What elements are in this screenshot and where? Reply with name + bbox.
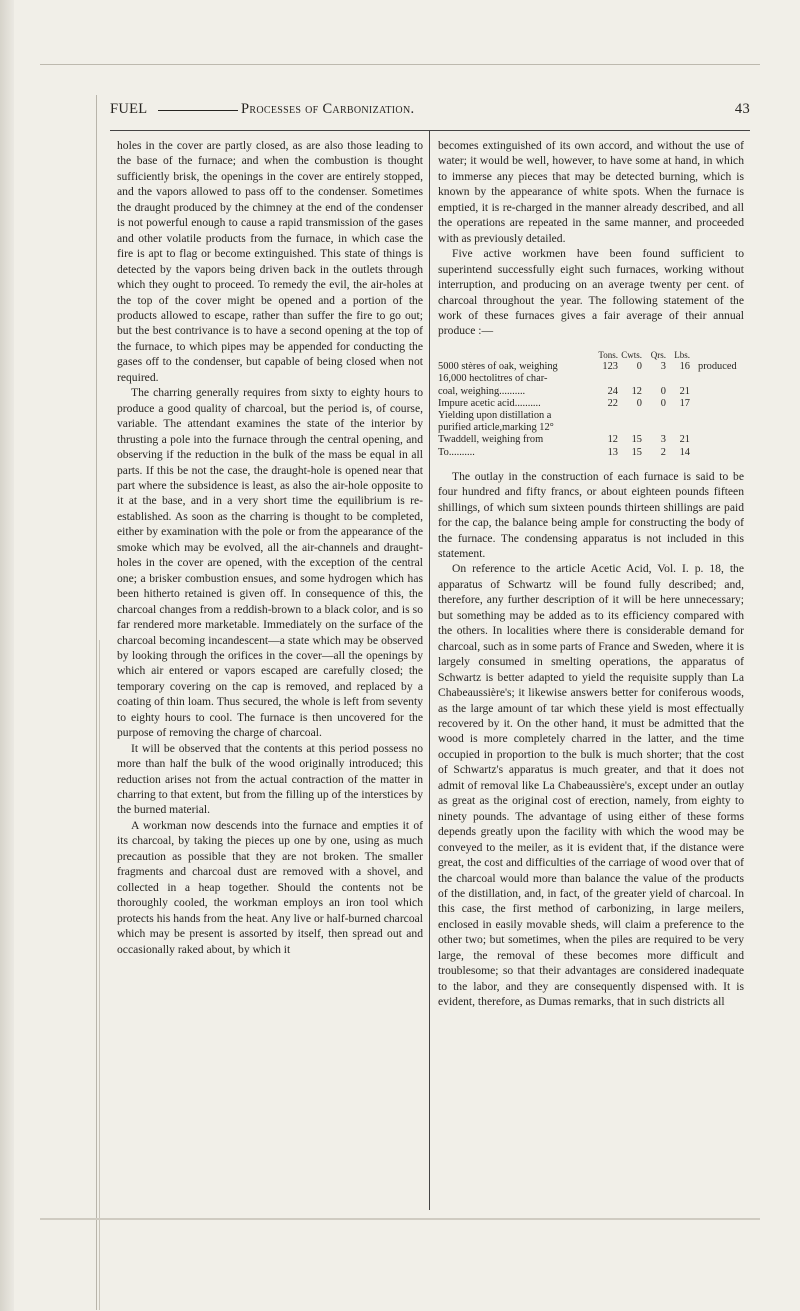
table-row — [438, 410, 744, 422]
paragraph: holes in the cover are partly closed, as are also those leading to the base of the furnace; and when the combustion is thought sufficiently brisk, the openings in the cover are entirely stopped, and the vapors allowed to pass off to the condenser. Sometimes the draught produced by the chimney at the end of the condenser is not powerful enough to cause a rapid transmission of the gases and other volatile products from the furnace, in which case the fire is apt to flag or become extinguished. This state of things is detected by the vapors being driven back in the outlets through which they ought to proceed. To remedy the evil, the air-holes at the top of the cover might be opened and a portion of the products allowed to escape, rather than suffer the fire to go out; but the best contrivance is to have a second opening at the top of the furnace, to which pipes may be appended for conducting the gases off to the condenser, but capable of being closed when not required. — [117, 139, 423, 384]
table-cell: 17 — [679, 397, 690, 409]
table-cell: 14 — [679, 446, 690, 458]
table-column-header: Cwts. — [621, 349, 642, 360]
table-row — [438, 434, 744, 446]
table-cell: 24 — [607, 385, 618, 397]
table-cell: 3 — [660, 361, 666, 373]
table-cell: 123 — [602, 361, 618, 373]
paragraph: becomes extinguished of its own accord, and without the use of water; it would be well, however, to have some at hand, in which to immerse any pieces that may be detected burning, which is known by the appearance of white spots. When the furnace is emptied, it is re-charged in the manner already described, and all the operations are repeated in the same manner, and proceeded with as previously detailed. — [438, 139, 744, 245]
table-row — [438, 373, 744, 385]
table-cell — [618, 410, 642, 422]
scan-top-rule — [40, 64, 760, 65]
table-cell — [642, 410, 666, 422]
right-column — [438, 138, 744, 1010]
header-dash — [158, 110, 238, 111]
scan-bottom-rule — [40, 1218, 760, 1220]
table-cell: 15 — [631, 434, 642, 446]
header-rule — [110, 130, 750, 131]
table-cell — [666, 373, 690, 385]
table-cell: 0 — [660, 385, 666, 397]
paragraph: The outlay in the construction of each furnace is said to be four hundred and fifty francs, or about eighteen pounds fifteen shillings, of which sum sixteen pounds thirteen shillings are paid for the cap, the balance being ample for constructing the body of the furnace. The condensing apparatus is not included in this statement. — [438, 469, 744, 560]
table-column-header: Qrs. — [650, 349, 666, 360]
table-cell: 0 — [636, 361, 642, 373]
page-edge-shadow — [0, 0, 14, 1311]
table-cell: 12 — [607, 434, 618, 446]
table-row-label: Twaddell, weighing from — [438, 434, 544, 446]
running-header — [110, 101, 750, 123]
paragraph: It will be observed that the contents at this period possess no more than half the bulk of the wood originally introduced; this reduction arises not from the actual contraction of the matter in charring to that extent, but from the filling up of the interstices by the burned material. — [117, 741, 423, 817]
table-cell — [594, 422, 618, 434]
header-section-label: FUEL — [110, 101, 148, 117]
table-cell: 0 — [660, 397, 666, 409]
table-cell — [642, 422, 666, 434]
table-row — [438, 447, 744, 459]
produce-table — [438, 349, 744, 459]
table-cell: 21 — [679, 434, 690, 446]
table-cell — [618, 373, 642, 385]
table-cell — [594, 373, 618, 385]
paragraph: Five active workmen have been found sufficient to superintend successfully eight such furnaces, working without interruption, and producing on an average twenty per cent. of charcoal throughout the year. The following statement of the work of these furnaces gives a fair average of their annual produce :— — [438, 247, 744, 338]
table-row-label: Impure acetic acid.......... — [438, 397, 541, 409]
paragraph: A workman now descends into the furnace and empties it of its charcoal, by taking the pieces up one by one, using as much precaution as possible that they are not broken. The smaller fragments and charcoal dust are removed with a shovel, and collected in a heap together. Should the contents not be thoroughly cooled, the workman employs an iron tool which protects his hands from the heat. Any live or half-burned charcoal which may be present is assorted by itself, then spread out and occasionally raked about, by which it — [117, 818, 423, 956]
page-edge-line — [99, 640, 100, 1310]
table-row-label: Yielding upon distillation a — [438, 409, 552, 421]
table-row-label: coal, weighing.......... — [438, 385, 526, 397]
table-column-header: Lbs. — [674, 349, 690, 360]
header-title: Processes of Carbonization. — [241, 101, 415, 117]
paragraph: On reference to the article Acetic Acid, Vol. I. p. 18, the apparatus of Schwartz will be found fully described; and, therefore, any further description of it will be here unnecessary; but something may be added as to its efficiency compared with the others. In localities where there is considerable demand for charcoal, such as in some parts of France and Sweden, where it is largely consumed in smelting operations, the apparatus of Schwartz is better adapted to yield the requisite supply than La Chabeaussière's; it likewise answers better for coniferous woods, as the large amount of tar which these yield is most effectually recovered by it. On the other hand, it must be admitted that the wood is more completely charred in the latter, and the time occupied in proportion to the bulk is much shorter; that the cost of Schwartz's apparatus is much greater, and that it does not admit of removal like La Chabeaussière's, except under an outlay as great as the original cost of erection, namely, from eighty to ninety pounds. The advantage of using either of these forms depends greatly upon the facility with which the wood may be conveyed to the meiler, as it is evident that, if the distance were great, the cost and difficulties of the carriage of wood over that of the charcoal would more than balance the value of the products of the distillation, and, in fact, of the greater yield of charcoal. In this case, the first method of carbonizing, in large meilers, enclosed in easily movable sheds, will claim a preference to the other two; but sometimes, when the piles are required to be very large, the removal of these becomes more difficult and troublesome; so that their advantages are considered inadequate to the labor, and they are consequently dispensed with. It is evident, therefore, as Dumas remarks, that in such districts all — [438, 562, 744, 1009]
paragraph: The charring generally requires from sixty to eighty hours to produce a good quality of charcoal, but the period is, of course, variable. The attendant examines the state of the interior by thrusting a pole into the furnace through the central opening, and observing if the reduction in the bulk of the mass be equal in all parts. If this be not the case, the draught-hole is opened near that part where the subsidence is least, as also the air-hole opposite to it at the base, and in a very short time the equilibrium is re-established. As soon as the charring is thought to be completed, either by examination with the pole or from the appearance of the smoke which may be evolved, all the air-channels and draught-holes in the cover are opened, with the exception of the central one; a brisker combustion ensues, and some hydrogen which has been hitherto retained is given off. In consequence of this, the charcoal changes from a reddish-brown to a black color, and is so far rendered more marketable. Immediately on the surface of the charcoal becoming incandescent—a state which may be observed by looking through the orifices in the cover—all the openings by which air entered or vapors escaped are carefully closed; the temporary covering on the cap is removed, and replaced by a coating of thin loam. Thus secured, the whole is left from seventy to eighty hours to cool. The furnace is then uncovered for the purpose of removing the charge of charcoal. — [117, 386, 423, 740]
page-number: 43 — [734, 101, 750, 117]
table-cell: 12 — [631, 385, 642, 397]
table-cell: 0 — [636, 397, 642, 409]
table-row-label: 5000 stères of oak, weighing — [438, 361, 558, 373]
table-row-label: purified article,marking 12° — [438, 422, 554, 434]
page-edge-line — [96, 95, 97, 1310]
table-row-label: To.......... — [438, 446, 475, 458]
table-row-note: produced — [698, 361, 737, 373]
table-cell — [666, 410, 690, 422]
table-cell — [594, 410, 618, 422]
table-cell — [642, 373, 666, 385]
table-cell: 2 — [660, 446, 666, 458]
table-column-header: Tons. — [598, 349, 618, 360]
table-row — [438, 422, 744, 434]
table-cell: 22 — [607, 397, 618, 409]
table-cell: 21 — [679, 385, 690, 397]
table-cell — [666, 422, 690, 434]
table-cell: 16 — [679, 361, 690, 373]
table-row — [438, 361, 744, 373]
table-header — [438, 349, 744, 361]
table-cell — [618, 422, 642, 434]
table-row — [438, 386, 744, 398]
column-divider — [429, 130, 430, 1210]
table-row — [438, 398, 744, 410]
table-cell: 15 — [631, 446, 642, 458]
left-column — [117, 138, 423, 957]
table-cell: 13 — [607, 446, 618, 458]
table-row-label: 16,000 hectolitres of char- — [438, 373, 548, 385]
table-cell: 3 — [660, 434, 666, 446]
